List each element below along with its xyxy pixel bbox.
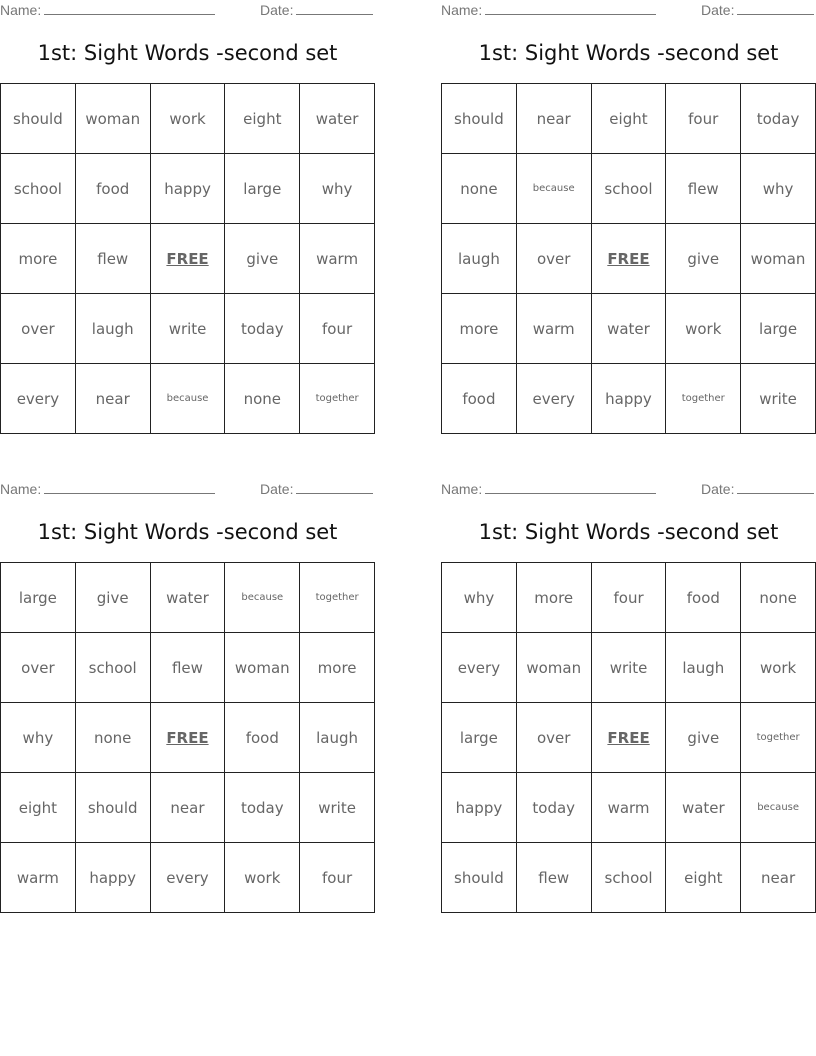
word-cell: warm — [591, 773, 666, 843]
word-cell: eight — [666, 843, 741, 913]
bingo-grid — [441, 83, 816, 434]
card-title: 1st: Sight Words -second set — [478, 520, 779, 544]
word-cell: woman — [516, 633, 591, 703]
word-cell: give — [75, 563, 150, 633]
date-blank-line — [296, 13, 373, 15]
word-cell: four — [300, 843, 375, 913]
word-cell: school — [591, 154, 666, 224]
grid-row — [442, 843, 816, 913]
word-cell: over — [516, 703, 591, 773]
bingo-grid — [441, 562, 816, 913]
word-cell: every — [1, 364, 76, 434]
card-title: 1st: Sight Words -second set — [37, 41, 338, 65]
name-field — [0, 481, 215, 497]
word-cell: today — [225, 773, 300, 843]
word-cell: more — [300, 633, 375, 703]
date-field — [701, 481, 814, 497]
bingo-card-1 — [0, 0, 375, 408]
word-cell: happy — [442, 773, 517, 843]
word-cell: laugh — [75, 294, 150, 364]
word-cell: woman — [75, 84, 150, 154]
word-cell: happy — [591, 364, 666, 434]
word-cell: none — [75, 703, 150, 773]
word-cell: every — [516, 364, 591, 434]
word-cell: work — [741, 633, 816, 703]
word-cell: should — [442, 843, 517, 913]
grid-row — [1, 224, 375, 294]
word-cell: happy — [75, 843, 150, 913]
grid-row — [1, 364, 375, 434]
word-cell: none — [741, 563, 816, 633]
grid-row — [1, 563, 375, 633]
word-cell: school — [75, 633, 150, 703]
word-cell: water — [300, 84, 375, 154]
word-cell: work — [150, 84, 225, 154]
grid-row — [442, 224, 816, 294]
word-cell: because — [225, 563, 300, 633]
word-cell: none — [442, 154, 517, 224]
free-space-cell: FREE — [150, 703, 225, 773]
word-cell: give — [666, 703, 741, 773]
word-cell: write — [300, 773, 375, 843]
free-space-cell: FREE — [150, 224, 225, 294]
word-cell: woman — [741, 224, 816, 294]
name-blank-line — [44, 13, 215, 15]
word-cell: more — [442, 294, 517, 364]
card-title: 1st: Sight Words -second set — [478, 41, 779, 65]
word-cell: today — [225, 294, 300, 364]
word-cell: four — [666, 84, 741, 154]
name-date-row — [0, 0, 375, 22]
word-cell: write — [150, 294, 225, 364]
word-cell: laugh — [442, 224, 517, 294]
word-cell: today — [741, 84, 816, 154]
date-label: Date: — [260, 481, 294, 497]
word-cell: more — [516, 563, 591, 633]
word-cell: why — [300, 154, 375, 224]
word-cell: eight — [591, 84, 666, 154]
word-cell: together — [300, 563, 375, 633]
grid-row — [1, 633, 375, 703]
word-cell: together — [666, 364, 741, 434]
word-cell: give — [225, 224, 300, 294]
word-cell: laugh — [300, 703, 375, 773]
word-cell: none — [225, 364, 300, 434]
word-cell: why — [1, 703, 76, 773]
date-label: Date: — [260, 2, 294, 18]
word-cell: should — [1, 84, 76, 154]
bingo-card-4 — [441, 479, 816, 887]
name-label: Name: — [441, 2, 483, 18]
word-cell: near — [150, 773, 225, 843]
name-date-row — [0, 479, 375, 501]
name-blank-line — [485, 13, 656, 15]
word-cell: food — [666, 563, 741, 633]
word-cell: because — [741, 773, 816, 843]
grid-row — [1, 773, 375, 843]
free-space-cell: FREE — [591, 703, 666, 773]
grid-row — [442, 773, 816, 843]
word-cell: why — [741, 154, 816, 224]
word-cell: write — [591, 633, 666, 703]
word-cell: because — [516, 154, 591, 224]
word-cell: today — [516, 773, 591, 843]
word-cell: large — [442, 703, 517, 773]
word-cell: woman — [225, 633, 300, 703]
word-cell: should — [442, 84, 517, 154]
word-cell: every — [150, 843, 225, 913]
word-cell: four — [591, 563, 666, 633]
name-label: Name: — [441, 481, 483, 497]
grid-row — [1, 703, 375, 773]
word-cell: food — [75, 154, 150, 224]
date-blank-line — [296, 492, 373, 494]
name-field — [0, 2, 215, 18]
grid-row — [442, 364, 816, 434]
word-cell: flew — [75, 224, 150, 294]
word-cell: why — [442, 563, 517, 633]
grid-row — [442, 84, 816, 154]
word-cell: over — [1, 633, 76, 703]
word-cell: food — [442, 364, 517, 434]
grid-row — [442, 633, 816, 703]
word-cell: more — [1, 224, 76, 294]
grid-row — [442, 703, 816, 773]
grid-row — [1, 294, 375, 364]
word-cell: near — [741, 843, 816, 913]
word-cell: every — [442, 633, 517, 703]
word-cell: near — [516, 84, 591, 154]
word-cell: eight — [225, 84, 300, 154]
card-title: 1st: Sight Words -second set — [37, 520, 338, 544]
word-cell: school — [591, 843, 666, 913]
word-cell: because — [150, 364, 225, 434]
grid-row — [1, 843, 375, 913]
word-cell: give — [666, 224, 741, 294]
word-cell: happy — [150, 154, 225, 224]
date-label: Date: — [701, 481, 735, 497]
word-cell: large — [1, 563, 76, 633]
word-cell: together — [300, 364, 375, 434]
date-blank-line — [737, 492, 814, 494]
grid-row — [1, 84, 375, 154]
free-space-cell: FREE — [591, 224, 666, 294]
name-field — [441, 481, 656, 497]
bingo-card-3 — [0, 479, 375, 887]
word-cell: water — [591, 294, 666, 364]
name-field — [441, 2, 656, 18]
word-cell: school — [1, 154, 76, 224]
bingo-card-2 — [441, 0, 816, 408]
word-cell: flew — [150, 633, 225, 703]
word-cell: warm — [300, 224, 375, 294]
bingo-grid — [0, 83, 375, 434]
name-label: Name: — [0, 481, 42, 497]
word-cell: should — [75, 773, 150, 843]
word-cell: large — [741, 294, 816, 364]
word-cell: flew — [516, 843, 591, 913]
word-cell: warm — [1, 843, 76, 913]
bingo-grid — [0, 562, 375, 913]
name-label: Name: — [0, 2, 42, 18]
date-field — [701, 2, 814, 18]
word-cell: warm — [516, 294, 591, 364]
date-field — [260, 2, 373, 18]
word-cell: eight — [1, 773, 76, 843]
word-cell: over — [1, 294, 76, 364]
word-cell: together — [741, 703, 816, 773]
word-cell: large — [225, 154, 300, 224]
word-cell: near — [75, 364, 150, 434]
word-cell: work — [666, 294, 741, 364]
word-cell: water — [666, 773, 741, 843]
word-cell: four — [300, 294, 375, 364]
date-blank-line — [737, 13, 814, 15]
word-cell: food — [225, 703, 300, 773]
grid-row — [442, 563, 816, 633]
name-blank-line — [485, 492, 656, 494]
grid-row — [442, 294, 816, 364]
grid-row — [1, 154, 375, 224]
name-date-row — [441, 479, 816, 501]
word-cell: laugh — [666, 633, 741, 703]
name-blank-line — [44, 492, 215, 494]
name-date-row — [441, 0, 816, 22]
date-label: Date: — [701, 2, 735, 18]
word-cell: write — [741, 364, 816, 434]
word-cell: over — [516, 224, 591, 294]
date-field — [260, 481, 373, 497]
word-cell: water — [150, 563, 225, 633]
grid-row — [442, 154, 816, 224]
word-cell: flew — [666, 154, 741, 224]
word-cell: work — [225, 843, 300, 913]
